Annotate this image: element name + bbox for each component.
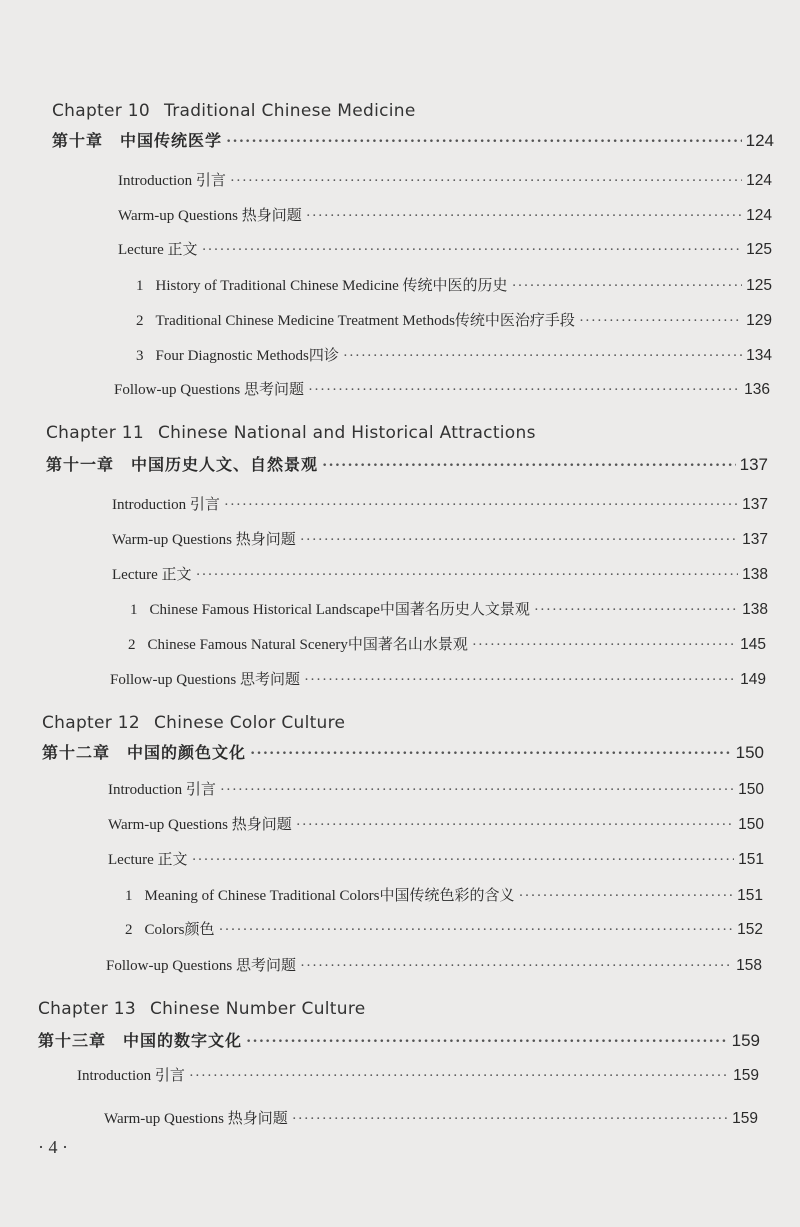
chapter-title-cn: 第十三章 中国的数字文化 bbox=[38, 1031, 243, 1050]
chapter-number: Chapter 13 bbox=[38, 999, 137, 1019]
leader-dots bbox=[292, 1111, 728, 1128]
toc-chapter-row[interactable] bbox=[38, 1028, 760, 1051]
page-number: 158 bbox=[736, 957, 762, 974]
toc-entry-row[interactable] bbox=[118, 169, 772, 190]
entry-label: Lecture 正文 bbox=[112, 567, 192, 583]
page-number: 138 bbox=[742, 566, 768, 583]
leader-dots bbox=[202, 242, 743, 259]
toc-chapter-row[interactable] bbox=[52, 128, 774, 151]
page-footer-number: · 4 · bbox=[38, 1137, 68, 1157]
leader-dots bbox=[196, 567, 739, 584]
chapter-title-cn: 第十一章 中国历史人文、自然景观 bbox=[46, 455, 319, 474]
entry-label: Follow-up Questions 思考问题 bbox=[106, 958, 297, 974]
entry-label: Introduction 引言 bbox=[112, 497, 220, 513]
page-number: 149 bbox=[740, 671, 766, 688]
leader-dots bbox=[519, 888, 734, 905]
leader-dots bbox=[304, 672, 736, 689]
page-number: 136 bbox=[744, 381, 770, 398]
entry-label: 2 Traditional Chinese Medicine Treatment Methods传统中医治疗手段 bbox=[136, 313, 575, 329]
entry-label: Lecture 正文 bbox=[108, 852, 188, 868]
toc-subentry-row[interactable] bbox=[128, 633, 766, 654]
page-number: 138 bbox=[742, 601, 768, 618]
page-number: 124 bbox=[746, 172, 772, 189]
toc-subentry-row[interactable] bbox=[136, 309, 772, 330]
entry-label: Warm-up Questions 热身问题 bbox=[104, 1111, 288, 1127]
leader-dots bbox=[296, 817, 734, 834]
leader-dots bbox=[189, 1068, 729, 1085]
page-number: 137 bbox=[742, 531, 768, 548]
chapter-en-heading bbox=[46, 423, 536, 443]
toc-subentry-row[interactable] bbox=[130, 598, 768, 619]
page-number: 151 bbox=[738, 851, 764, 868]
entry-label: Follow-up Questions 思考问题 bbox=[110, 672, 301, 688]
entry-index: 1 bbox=[130, 602, 138, 618]
toc-subentry-row[interactable] bbox=[136, 344, 772, 365]
leader-dots bbox=[512, 278, 743, 295]
chapter-number: Chapter 10 bbox=[52, 101, 151, 121]
entry-label: 2 Chinese Famous Natural Scenery中国著名山水景观 bbox=[128, 637, 468, 653]
entry-label: Introduction 引言 bbox=[118, 173, 226, 189]
page-number: 159 bbox=[732, 1110, 758, 1127]
chapter-title-cn: 第十二章 中国的颜色文化 bbox=[42, 743, 247, 762]
page-number: 159 bbox=[733, 1067, 759, 1084]
page-number: 125 bbox=[746, 277, 772, 294]
toc-chapter-row[interactable] bbox=[42, 740, 764, 763]
toc-entry-row[interactable] bbox=[118, 204, 772, 225]
leader-dots bbox=[534, 602, 738, 619]
leader-dots bbox=[579, 313, 742, 330]
toc-entry-row[interactable] bbox=[108, 813, 764, 834]
chapter-title-cn: 第十章 中国传统医学 bbox=[52, 131, 223, 150]
leader-dots bbox=[343, 348, 742, 365]
chapter-en-heading bbox=[38, 999, 366, 1019]
entry-label: 1 Chinese Famous Historical Landscape中国著名历史人文景观 bbox=[130, 602, 530, 618]
toc-entry-row[interactable] bbox=[114, 378, 770, 399]
entry-label: Introduction 引言 bbox=[77, 1068, 185, 1084]
entry-label: 3 Four Diagnostic Methods四诊 bbox=[136, 348, 339, 364]
leader-dots bbox=[472, 637, 736, 654]
toc-entry-row[interactable] bbox=[108, 848, 764, 869]
page-number: 137 bbox=[739, 455, 768, 474]
leader-dots bbox=[250, 745, 732, 763]
toc-entry-row[interactable] bbox=[110, 668, 766, 689]
toc-subentry-row[interactable] bbox=[125, 884, 763, 905]
chapter-number: Chapter 12 bbox=[42, 713, 141, 733]
chapter-en-heading bbox=[52, 101, 416, 121]
chapter-number: Chapter 11 bbox=[46, 423, 145, 443]
toc-entry-row[interactable] bbox=[108, 778, 764, 799]
entry-label: 2 Colors颜色 bbox=[125, 922, 215, 938]
page-number: 150 bbox=[738, 781, 764, 798]
leader-dots bbox=[219, 922, 734, 939]
leader-dots bbox=[226, 133, 742, 151]
entry-index: 2 bbox=[125, 922, 133, 938]
page-number: 159 bbox=[731, 1031, 760, 1050]
page-number: 150 bbox=[735, 743, 764, 762]
entry-label: Warm-up Questions 热身问题 bbox=[118, 208, 302, 224]
entry-index: 1 bbox=[136, 278, 144, 294]
page-number: 145 bbox=[740, 636, 766, 653]
entry-label: Warm-up Questions 热身问题 bbox=[112, 532, 296, 548]
leader-dots bbox=[300, 532, 738, 549]
toc-entry-row[interactable] bbox=[104, 1107, 758, 1128]
toc-entry-row[interactable] bbox=[106, 954, 762, 975]
leader-dots bbox=[300, 958, 732, 975]
leader-dots bbox=[192, 852, 735, 869]
chapter-title-en: Chinese Color Culture bbox=[154, 713, 346, 733]
chapter-title-en: Chinese Number Culture bbox=[150, 999, 366, 1019]
page-number: 124 bbox=[745, 131, 774, 150]
entry-label: Lecture 正文 bbox=[118, 242, 198, 258]
leader-dots bbox=[220, 782, 734, 799]
page-number: 134 bbox=[746, 347, 772, 364]
entry-index: 1 bbox=[125, 888, 133, 904]
leader-dots bbox=[306, 208, 742, 225]
toc-subentry-row[interactable] bbox=[136, 274, 772, 295]
toc-entry-row[interactable] bbox=[112, 528, 768, 549]
entry-index: 2 bbox=[128, 637, 136, 653]
page-number: 151 bbox=[737, 887, 763, 904]
leader-dots bbox=[230, 173, 742, 190]
entry-index: 3 bbox=[136, 348, 144, 364]
toc-chapter-row[interactable] bbox=[46, 452, 768, 475]
toc-entry-row[interactable] bbox=[77, 1064, 759, 1085]
page-number: 125 bbox=[746, 241, 772, 258]
leader-dots bbox=[308, 382, 740, 399]
entry-label: 1 History of Traditional Chinese Medicine 传统中医的历史 bbox=[136, 278, 508, 294]
toc-entry-row[interactable] bbox=[112, 563, 768, 584]
chapter-en-heading bbox=[42, 713, 345, 733]
chapter-title-en: Chinese National and Historical Attractions bbox=[158, 423, 536, 443]
entry-index: 2 bbox=[136, 313, 144, 329]
page-number: 124 bbox=[746, 207, 772, 224]
toc-entry-row[interactable] bbox=[112, 493, 768, 514]
entry-label: Follow-up Questions 思考问题 bbox=[114, 382, 305, 398]
toc-subentry-row[interactable] bbox=[125, 918, 763, 939]
page-number: 150 bbox=[738, 816, 764, 833]
page-number: 129 bbox=[746, 312, 772, 329]
chapter-title-en: Traditional Chinese Medicine bbox=[164, 101, 416, 121]
leader-dots bbox=[246, 1033, 728, 1051]
page-number: 137 bbox=[742, 496, 768, 513]
entry-label: Introduction 引言 bbox=[108, 782, 216, 798]
toc-entry-row[interactable] bbox=[118, 238, 772, 259]
entry-label: 1 Meaning of Chinese Traditional Colors中国传统色彩的含义 bbox=[125, 888, 515, 904]
leader-dots bbox=[224, 497, 738, 514]
leader-dots bbox=[322, 457, 736, 475]
page-number: 152 bbox=[737, 921, 763, 938]
entry-label: Warm-up Questions 热身问题 bbox=[108, 817, 292, 833]
